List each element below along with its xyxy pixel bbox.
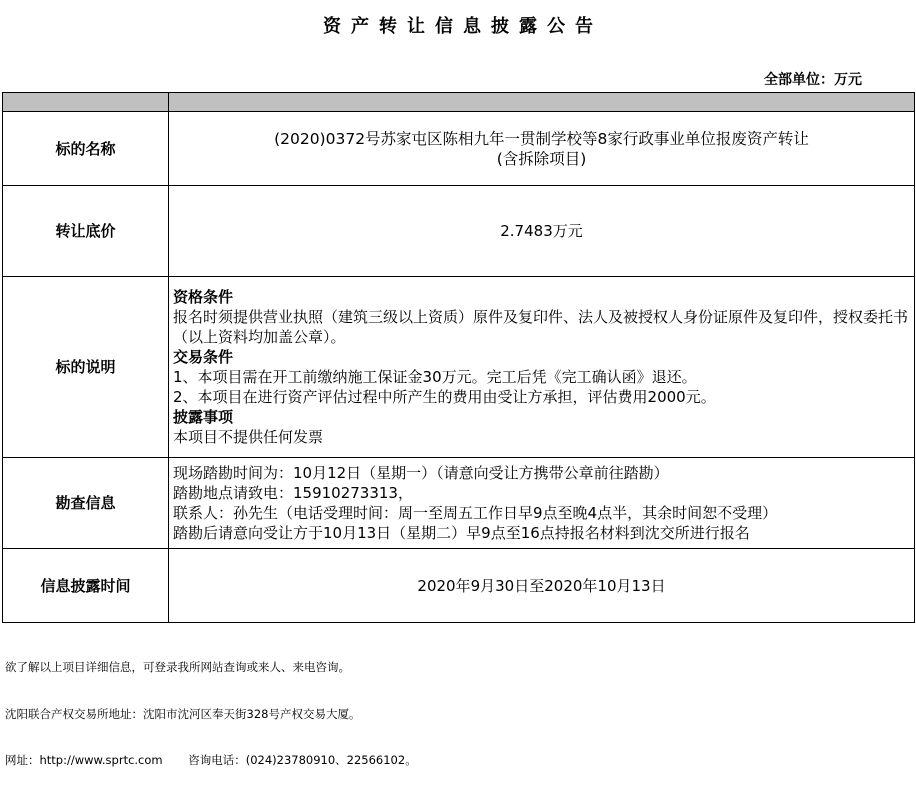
disclosure-period-value: 2020年9月30日至2020年10月13日 <box>169 549 915 623</box>
survey-line-3: 联系人：孙先生（电话受理时间：周一至周五工作日早9点至晚4点半，其余时间恕不受理） <box>173 504 778 522</box>
unit-note: 全部单位：万元 <box>764 72 862 88</box>
trade-conditions-title: 交易条件 <box>173 348 234 366</box>
survey-line-1: 现场踏勘时间为：10月12日（星期一）（请意向受让方携带公章前往踏勘） <box>173 464 669 482</box>
row-asset-name <box>3 112 915 186</box>
survey-line-2: 踏勘地点请致电：15910273313， <box>173 484 413 502</box>
reserve-price-value: 2.7483万元 <box>169 186 915 277</box>
survey-content <box>169 458 915 549</box>
footer-line-2: 沈阳联合产权交易所地址：沈阳市沈河区奉天街328号产权交易大厦。 <box>5 706 361 721</box>
row-disclosure-period <box>3 549 915 623</box>
trade-condition-2: 2、本项目在进行资产评估过程中所产生的费用由受让方承担，评估费用2000元。 <box>173 388 716 406</box>
info-table <box>2 92 915 623</box>
row-reserve-price <box>3 186 915 277</box>
row-survey <box>3 458 915 549</box>
survey-line-4: 踏勘后请意向受让方于10月13日（星期二）早9点至16点持报名材料到沈交所进行报名 <box>173 524 750 542</box>
footer-notes <box>5 629 417 800</box>
page-title: 资产转让信息披露公告 <box>323 16 603 37</box>
disclosure-period-label: 信息披露时间 <box>3 549 169 623</box>
asset-name-value <box>169 112 915 186</box>
header-cell-left <box>3 93 169 112</box>
survey-label: 勘查信息 <box>3 458 169 549</box>
table-header-row <box>3 93 915 112</box>
header-cell-right <box>169 93 915 112</box>
description-content <box>169 277 915 458</box>
disclosure-title: 披露事项 <box>173 408 234 426</box>
asset-name-label: 标的名称 <box>3 112 169 186</box>
disclosure-text: 本项目不提供任何发票 <box>173 428 324 446</box>
trade-condition-1: 1、本项目需在开工前缴纳施工保证金30万元。完工后凭《完工确认函》退还。 <box>173 368 697 386</box>
asset-name-line2: (含拆除项目) <box>496 149 587 168</box>
reserve-price-label: 转让底价 <box>3 186 169 277</box>
footer-line-3: 网址：http://www.sprtc.com 咨询电话：(024)23780910、22566102。 <box>5 753 417 767</box>
footer-line-1: 欲了解以上项目详细信息，可登录我所网站查询或来人、来电咨询。 <box>5 660 350 674</box>
qualification-title: 资格条件 <box>173 288 234 306</box>
row-description <box>3 277 915 458</box>
asset-name-line1: (2020)0372号苏家屯区陈相九年一贯制学校等8家行政事业单位报废资产转让 <box>274 129 809 148</box>
qualification-text: 报名时须提供营业执照（建筑三级以上资质）原件及复印件、法人及被授权人身份证原件及复印件，授权委托书（以上资料均加盖公章）。 <box>173 308 909 346</box>
description-label: 标的说明 <box>3 277 169 458</box>
